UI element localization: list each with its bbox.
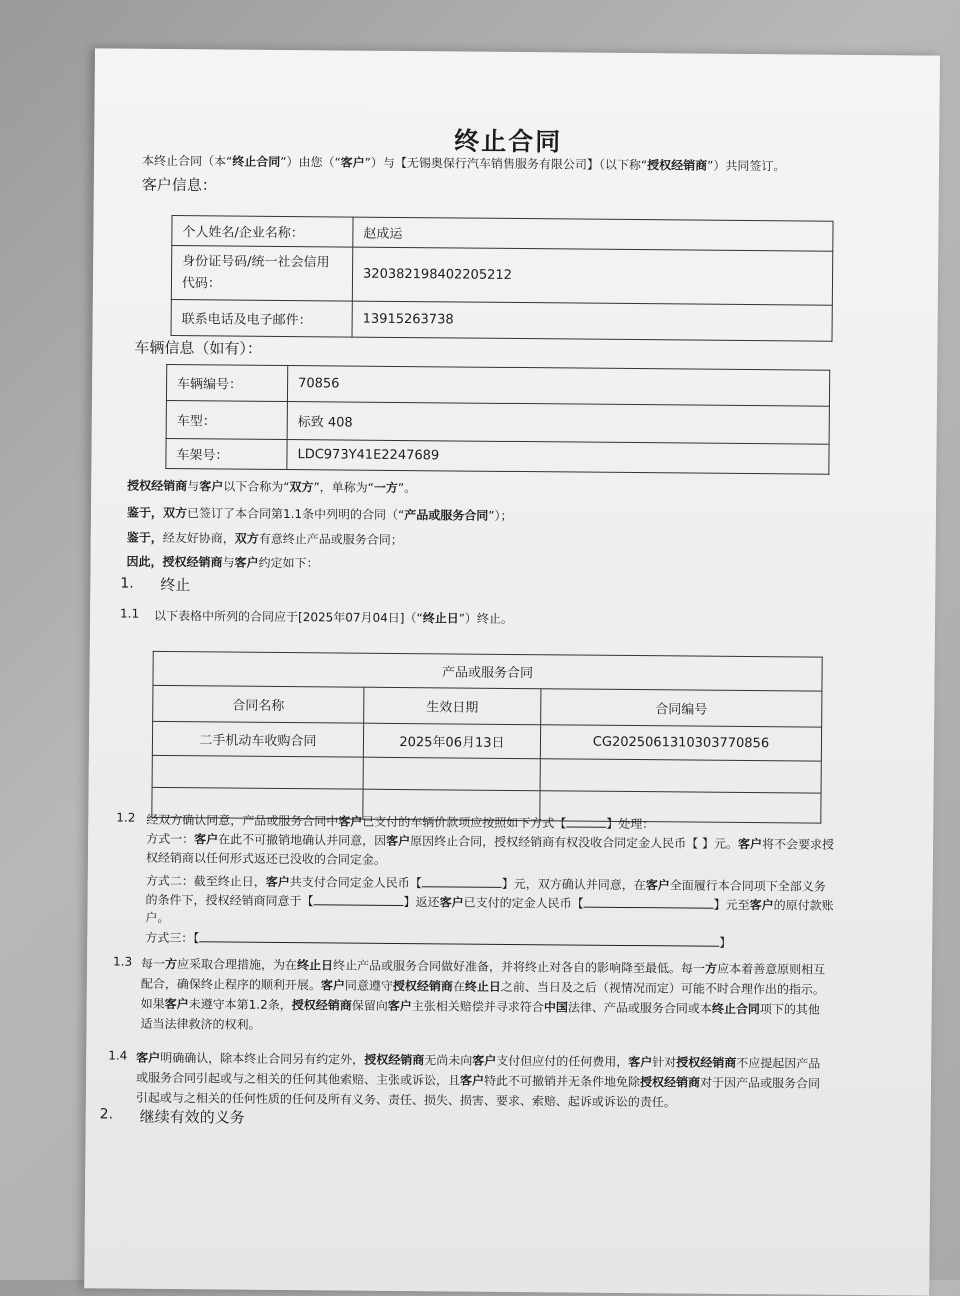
- clause-1-3-line-4: 适当法律救济的权利。: [140, 1016, 261, 1032]
- bold-term: 终止日: [297, 958, 334, 973]
- text: 每一: [140, 956, 166, 971]
- section-2-number: 2.: [99, 1106, 114, 1123]
- field-value: 赵成运: [353, 217, 833, 251]
- whereas-2: [127, 529, 403, 548]
- method-2-line-3: 户。: [145, 910, 170, 925]
- intro-bold: 客户: [340, 155, 365, 170]
- text: 与: [187, 479, 200, 494]
- table-cell: CG2025061310303770856: [540, 725, 821, 761]
- field-value: 70856: [287, 366, 829, 407]
- text: 以下表格中所列的合同应于[2025年07月04日]（“: [154, 608, 423, 626]
- table-cell: [540, 759, 821, 793]
- clause-1-2-number: 1.2: [116, 810, 136, 825]
- blank-field: [566, 826, 606, 827]
- bold-term: 客户: [194, 832, 219, 847]
- text: 已支付的车辆价款项应按照如下方式【: [362, 814, 567, 831]
- vehicle-info-table: [165, 364, 830, 475]
- contract-list-table: [151, 651, 822, 824]
- blank-field: [584, 907, 714, 909]
- bold-term: 客户: [749, 898, 774, 913]
- text: 应本着善意原则相互: [717, 961, 826, 977]
- clause-1-3-line-2: [141, 975, 825, 998]
- bold-term: 一方: [373, 480, 398, 495]
- text: 全面履行本合同项下全部义务: [669, 878, 826, 894]
- bold-term: 中国: [543, 1000, 568, 1015]
- table-row: [166, 438, 829, 474]
- bold-term: 客户: [459, 1073, 485, 1088]
- table-row: [171, 299, 832, 341]
- text: 共支付合同定金人民币【: [289, 875, 422, 891]
- table-cell: [152, 755, 363, 789]
- bold-term: 客户: [199, 479, 224, 494]
- text: 应采取合理措施，为在: [176, 957, 298, 973]
- table-row: [171, 245, 832, 305]
- text: 保留向: [351, 998, 388, 1013]
- bold-term: 客户: [645, 878, 670, 893]
- text: 】返还: [403, 895, 440, 910]
- bold-term: 鉴于，: [126, 505, 164, 520]
- table-row: [166, 364, 829, 406]
- blank-field: [422, 886, 502, 888]
- text: 不应提起因产品: [736, 1055, 821, 1071]
- field-label: 个人姓名/企业名称：: [172, 215, 353, 247]
- intro-text: ”）共同签订。: [707, 158, 786, 174]
- text: 】: [719, 935, 732, 950]
- field-value: 标致 408: [287, 402, 829, 445]
- text: 与: [222, 555, 235, 570]
- text: 约定如下：: [258, 555, 319, 571]
- bold-term: 方: [164, 956, 178, 972]
- bold-term: 客户: [737, 836, 763, 852]
- text: 经友好协商，: [162, 530, 235, 546]
- bold-term: 产品或服务合同: [404, 508, 489, 523]
- text: 针对: [652, 1055, 677, 1070]
- table-row: [152, 721, 821, 761]
- bold-term: 客户: [265, 874, 290, 890]
- text: 终止产品或服务合同做好准备，并将终止对各自的影响降至最低。每一: [333, 958, 706, 976]
- vehicle-info-heading: 车辆信息（如有）：: [134, 338, 262, 358]
- table-caption-row: [153, 651, 822, 691]
- text: 如果: [140, 996, 165, 1011]
- text: ”）；: [488, 508, 513, 523]
- text: 法律、产品或服务合同或本: [567, 1000, 712, 1016]
- blank-field: [314, 904, 404, 906]
- text: 主张相关赔偿并寻求符合: [411, 999, 544, 1015]
- table-row: [166, 400, 829, 444]
- bold-term: 客户: [439, 895, 464, 910]
- text: 以下合称为“: [223, 479, 290, 495]
- table-header-row: [153, 685, 822, 727]
- bold-term: 双方: [234, 531, 259, 546]
- column-header: 生效日期: [364, 687, 541, 725]
- text: ”，单称为“: [313, 480, 374, 495]
- text: 已签订了本合同第1.1条中列明的合同（“: [186, 506, 405, 523]
- text: ”。: [397, 480, 417, 496]
- table-caption: 产品或服务合同: [153, 651, 822, 691]
- bold-term: 方: [705, 961, 718, 976]
- text: 明确确认，除本终止合同另有约定外，: [160, 1050, 365, 1067]
- text: 无尚未向: [424, 1053, 473, 1068]
- text: 的原付款账: [773, 898, 834, 913]
- intro-text: ”）与【无锡奥保行汽车销售服务有限公司】（以下称“: [364, 155, 648, 173]
- section-1-number: 1.: [120, 575, 134, 592]
- clause-1-2-lead: [146, 811, 654, 832]
- text: 经双方确认同意，产品或服务合同中: [146, 812, 339, 829]
- column-header: 合同编号: [541, 689, 822, 727]
- bold-term: 因此，授权经销商: [126, 554, 223, 570]
- customer-info-table: [171, 215, 834, 342]
- bold-term: 授权经销商: [676, 1055, 737, 1070]
- whereas-1: [127, 504, 513, 524]
- bold-term: 授权经销商: [127, 478, 188, 494]
- clause-1-3-number: 1.3: [112, 954, 133, 969]
- text: 有意终止产品或服务合同；: [258, 531, 403, 548]
- contract-page: [84, 48, 940, 1295]
- field-label: 车型：: [166, 400, 287, 439]
- clause-1-4-number: 1.4: [108, 1048, 128, 1063]
- clause-1-4-line-1: [136, 1049, 820, 1072]
- field-value: 13915263738: [352, 301, 832, 341]
- bold-term: 客户: [628, 1055, 653, 1070]
- bold-term: 客户: [136, 1050, 161, 1065]
- bold-term: 双方: [289, 480, 314, 495]
- text: 的条件下，授权经销商同意于【: [145, 892, 314, 909]
- bold-term: 授权经销商: [640, 1075, 701, 1090]
- intro-text: 本终止合同（本“: [141, 153, 233, 169]
- table-cell: 二手机动车收购合同: [152, 721, 363, 757]
- text: 对于因产品或服务合同: [700, 1075, 821, 1091]
- text: 项下的其他: [759, 1002, 820, 1017]
- bold-term: 终止日: [422, 611, 459, 626]
- bold-term: 客户: [338, 814, 363, 829]
- bold-term: 客户: [234, 555, 259, 570]
- text: 未遵守本第1.2条，: [188, 997, 292, 1013]
- text: 在: [452, 979, 465, 994]
- column-header: 合同名称: [153, 685, 364, 723]
- text: 将不会要求授: [761, 837, 835, 852]
- bold-term: 客户: [386, 833, 411, 849]
- clause-1-3-line-1: [141, 955, 825, 978]
- field-value: 320382198402205212: [352, 247, 832, 305]
- bold-term: 终止合同: [711, 1001, 760, 1017]
- text: ”）终止。: [458, 611, 514, 626]
- intro-bold: 授权经销商: [647, 158, 708, 173]
- customer-info-heading: 客户信息：: [141, 175, 217, 195]
- text: 特此不可撤销并无条件地免除: [483, 1073, 641, 1090]
- text: 配合，确保终止程序的顺利开展。: [140, 976, 321, 993]
- field-label: 车辆编号：: [166, 364, 287, 401]
- bold-term: 鉴于，: [126, 530, 163, 545]
- field-value: LDC973Y41E2247689: [287, 440, 829, 475]
- bold-term: 授权经销商: [392, 978, 453, 994]
- table-cell: 2025年06月13日: [363, 723, 540, 759]
- text: 支付但应付的任何费用，: [496, 1053, 629, 1070]
- text: 之前、当日及之后（视情况而定）可能不时合理作出的指示。: [500, 979, 825, 997]
- text: 在此不可撤销地确认并同意，因: [218, 832, 387, 848]
- table-cell: [363, 757, 540, 791]
- intro-paragraph: [142, 152, 785, 175]
- field-label: 车架号：: [166, 438, 287, 469]
- bold-term: 双方: [162, 505, 188, 521]
- bold-term: 客户: [387, 998, 412, 1014]
- bold-term: 客户: [164, 996, 189, 1012]
- text: 原因终止合同，授权经销商有权没收合同定金人民币【 】元。: [410, 834, 739, 851]
- text: 或服务合同引起或与之相关的任何其他索赔、主张或诉讼，且: [135, 1070, 461, 1088]
- text: 方式一：: [146, 831, 195, 847]
- clause-1-3-line-3: [141, 995, 820, 1018]
- method-2-line-2: [146, 891, 834, 914]
- bold-term: 客户: [320, 978, 345, 993]
- field-label: 联系电话及电子邮件：: [171, 299, 352, 337]
- clause-1-4-line-2: [136, 1069, 820, 1092]
- blank-field: [199, 941, 719, 947]
- text: 已支付的定金人民币【: [463, 895, 584, 911]
- clause-1-4-line-3: 引起或与之相关的任何性质的任何及所有义务、责任、损失、损害、要求、索赔、起诉或诉讼的责任。: [135, 1090, 676, 1110]
- bold-term: 终止日: [464, 979, 501, 994]
- intro-text: ”）由您（“: [280, 154, 341, 170]
- text: 】元，双方确认并同意，在: [501, 876, 646, 893]
- text: 】元至: [713, 897, 750, 913]
- method-3-line: [145, 929, 731, 951]
- text: 】处理：: [606, 816, 655, 832]
- field-label: 身份证号码/统一社会信用代码：: [171, 245, 352, 301]
- bold-term: 客户: [472, 1053, 497, 1068]
- section-2-title: 继续有效的义务: [139, 1107, 245, 1127]
- parties-paragraph: [127, 477, 416, 497]
- text: 同意遵守: [344, 978, 393, 993]
- section-1-title: 终止: [160, 575, 191, 595]
- text: 方式三：【: [145, 930, 200, 946]
- therefore-paragraph: [126, 553, 318, 572]
- text: 方式二：截至终止日，: [145, 873, 266, 889]
- document-title: 终止合同: [454, 126, 563, 157]
- bold-term: 授权经销商: [291, 998, 352, 1013]
- bold-term: 授权经销商: [364, 1052, 425, 1068]
- method-1-line-2: 权经销商以任何形式返还已没收的合同定金。: [145, 850, 387, 867]
- clause-1-1-text: [154, 607, 513, 627]
- clause-1-1-number: 1.1: [120, 606, 140, 621]
- intro-bold: 终止合同: [232, 154, 281, 169]
